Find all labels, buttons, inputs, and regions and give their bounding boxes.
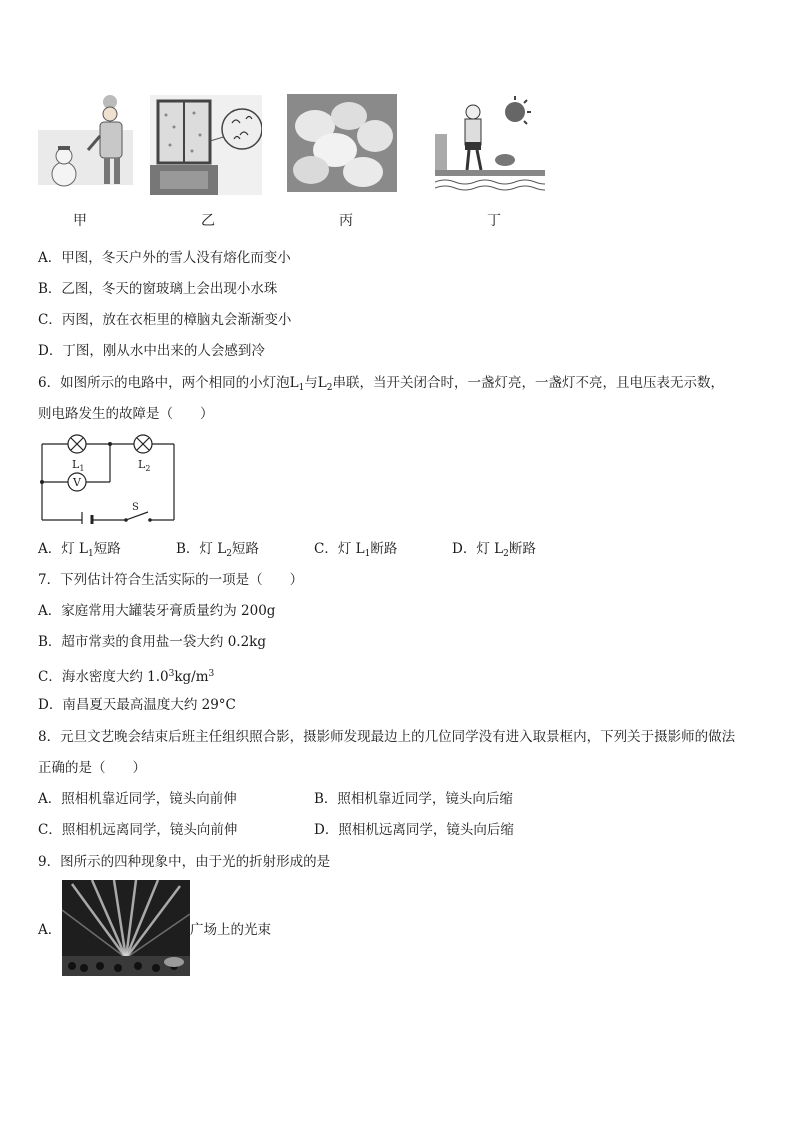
q8-stem-line2: 正确的是（ ） bbox=[38, 760, 146, 776]
q6-stem-line2: 则电路发生的故障是（ ） bbox=[38, 406, 214, 422]
q9-option-a-caption: 广场上的光束 bbox=[190, 922, 271, 938]
q8-stem-line1: 8．元旦文艺晚会结束后班主任组织照合影，摄影师发现最边上的几位同学没有进入取景框内，下列关于摄影师的做法 bbox=[38, 729, 736, 745]
q8-option-d: D．照相机远离同学，镜头向后缩 bbox=[314, 822, 514, 838]
figure-yi-window bbox=[150, 95, 262, 195]
q5-option-b: B．乙图，冬天的窗玻璃上会出现小水珠 bbox=[38, 281, 278, 297]
q9-option-a-photo bbox=[62, 880, 190, 976]
caption-yi: 乙 bbox=[201, 213, 215, 229]
caption-ding: 丁 bbox=[487, 213, 501, 229]
lamp-l2-icon bbox=[134, 435, 152, 453]
lamp-l1-icon bbox=[68, 435, 86, 453]
q9-option-a-label: A． bbox=[38, 922, 62, 938]
q6-option-a: A．灯 $L_1$短路 bbox=[38, 541, 121, 559]
q8-option-a: A．照相机靠近同学，镜头向前伸 bbox=[38, 791, 237, 807]
voltmeter-label: V bbox=[73, 476, 81, 489]
q6-option-c: C．灯 $L_1$断路 bbox=[314, 541, 398, 559]
lamp-l1-label: $L_1$ bbox=[72, 458, 85, 473]
q6-stem-line1: 6．如图所示的电路中，两个相同的小灯泡$L_1$与$L_2$串联，当开关闭合时，一盏灯亮，一盏灯不亮，且电压表无示数， bbox=[38, 375, 724, 393]
q5-option-c: C．丙图，放在衣柜里的樟脑丸会渐渐变小 bbox=[38, 312, 292, 328]
q7-option-a: A．家庭常用大罐装牙膏质量约为 200g bbox=[38, 603, 276, 619]
q5-option-a: A．甲图，冬天户外的雪人没有熔化而变小 bbox=[38, 250, 291, 266]
q7-option-b: B．超市常卖的食用盐一袋大约 0.2kg bbox=[38, 634, 267, 650]
figure-bing-mothballs bbox=[287, 94, 397, 192]
q9-stem: 9．图所示的四种现象中，由于光的折射形成的是 bbox=[38, 854, 331, 870]
caption-bing: 丙 bbox=[339, 213, 353, 229]
switch-label: S bbox=[132, 502, 139, 513]
battery-icon bbox=[82, 512, 92, 524]
q6-circuit-diagram bbox=[38, 432, 180, 524]
q6-option-b: B．灯 $L_2$短路 bbox=[176, 541, 259, 559]
figure-jia-snowman bbox=[38, 92, 133, 197]
q8-option-c: C．照相机远离同学，镜头向前伸 bbox=[38, 822, 238, 838]
q7-option-c: C．海水密度大约 $1.0^3kg/m^3$ bbox=[38, 669, 215, 685]
lamp-l2-label: $L_2$ bbox=[138, 458, 151, 473]
q7-stem: 7．下列估计符合生活实际的一项是（ ） bbox=[38, 572, 304, 588]
q7-option-d: D．南昌夏天最高温度大约 29°C bbox=[38, 697, 236, 713]
figure-ding-swimmer bbox=[435, 94, 545, 194]
caption-jia: 甲 bbox=[73, 213, 87, 229]
q6-option-d: D．灯 $L_2$断路 bbox=[452, 541, 536, 559]
q5-option-d: D．丁图，刚从水中出来的人会感到冷 bbox=[38, 343, 265, 359]
q8-option-b: B．照相机靠近同学，镜头向后缩 bbox=[314, 791, 513, 807]
switch-icon bbox=[124, 512, 152, 522]
